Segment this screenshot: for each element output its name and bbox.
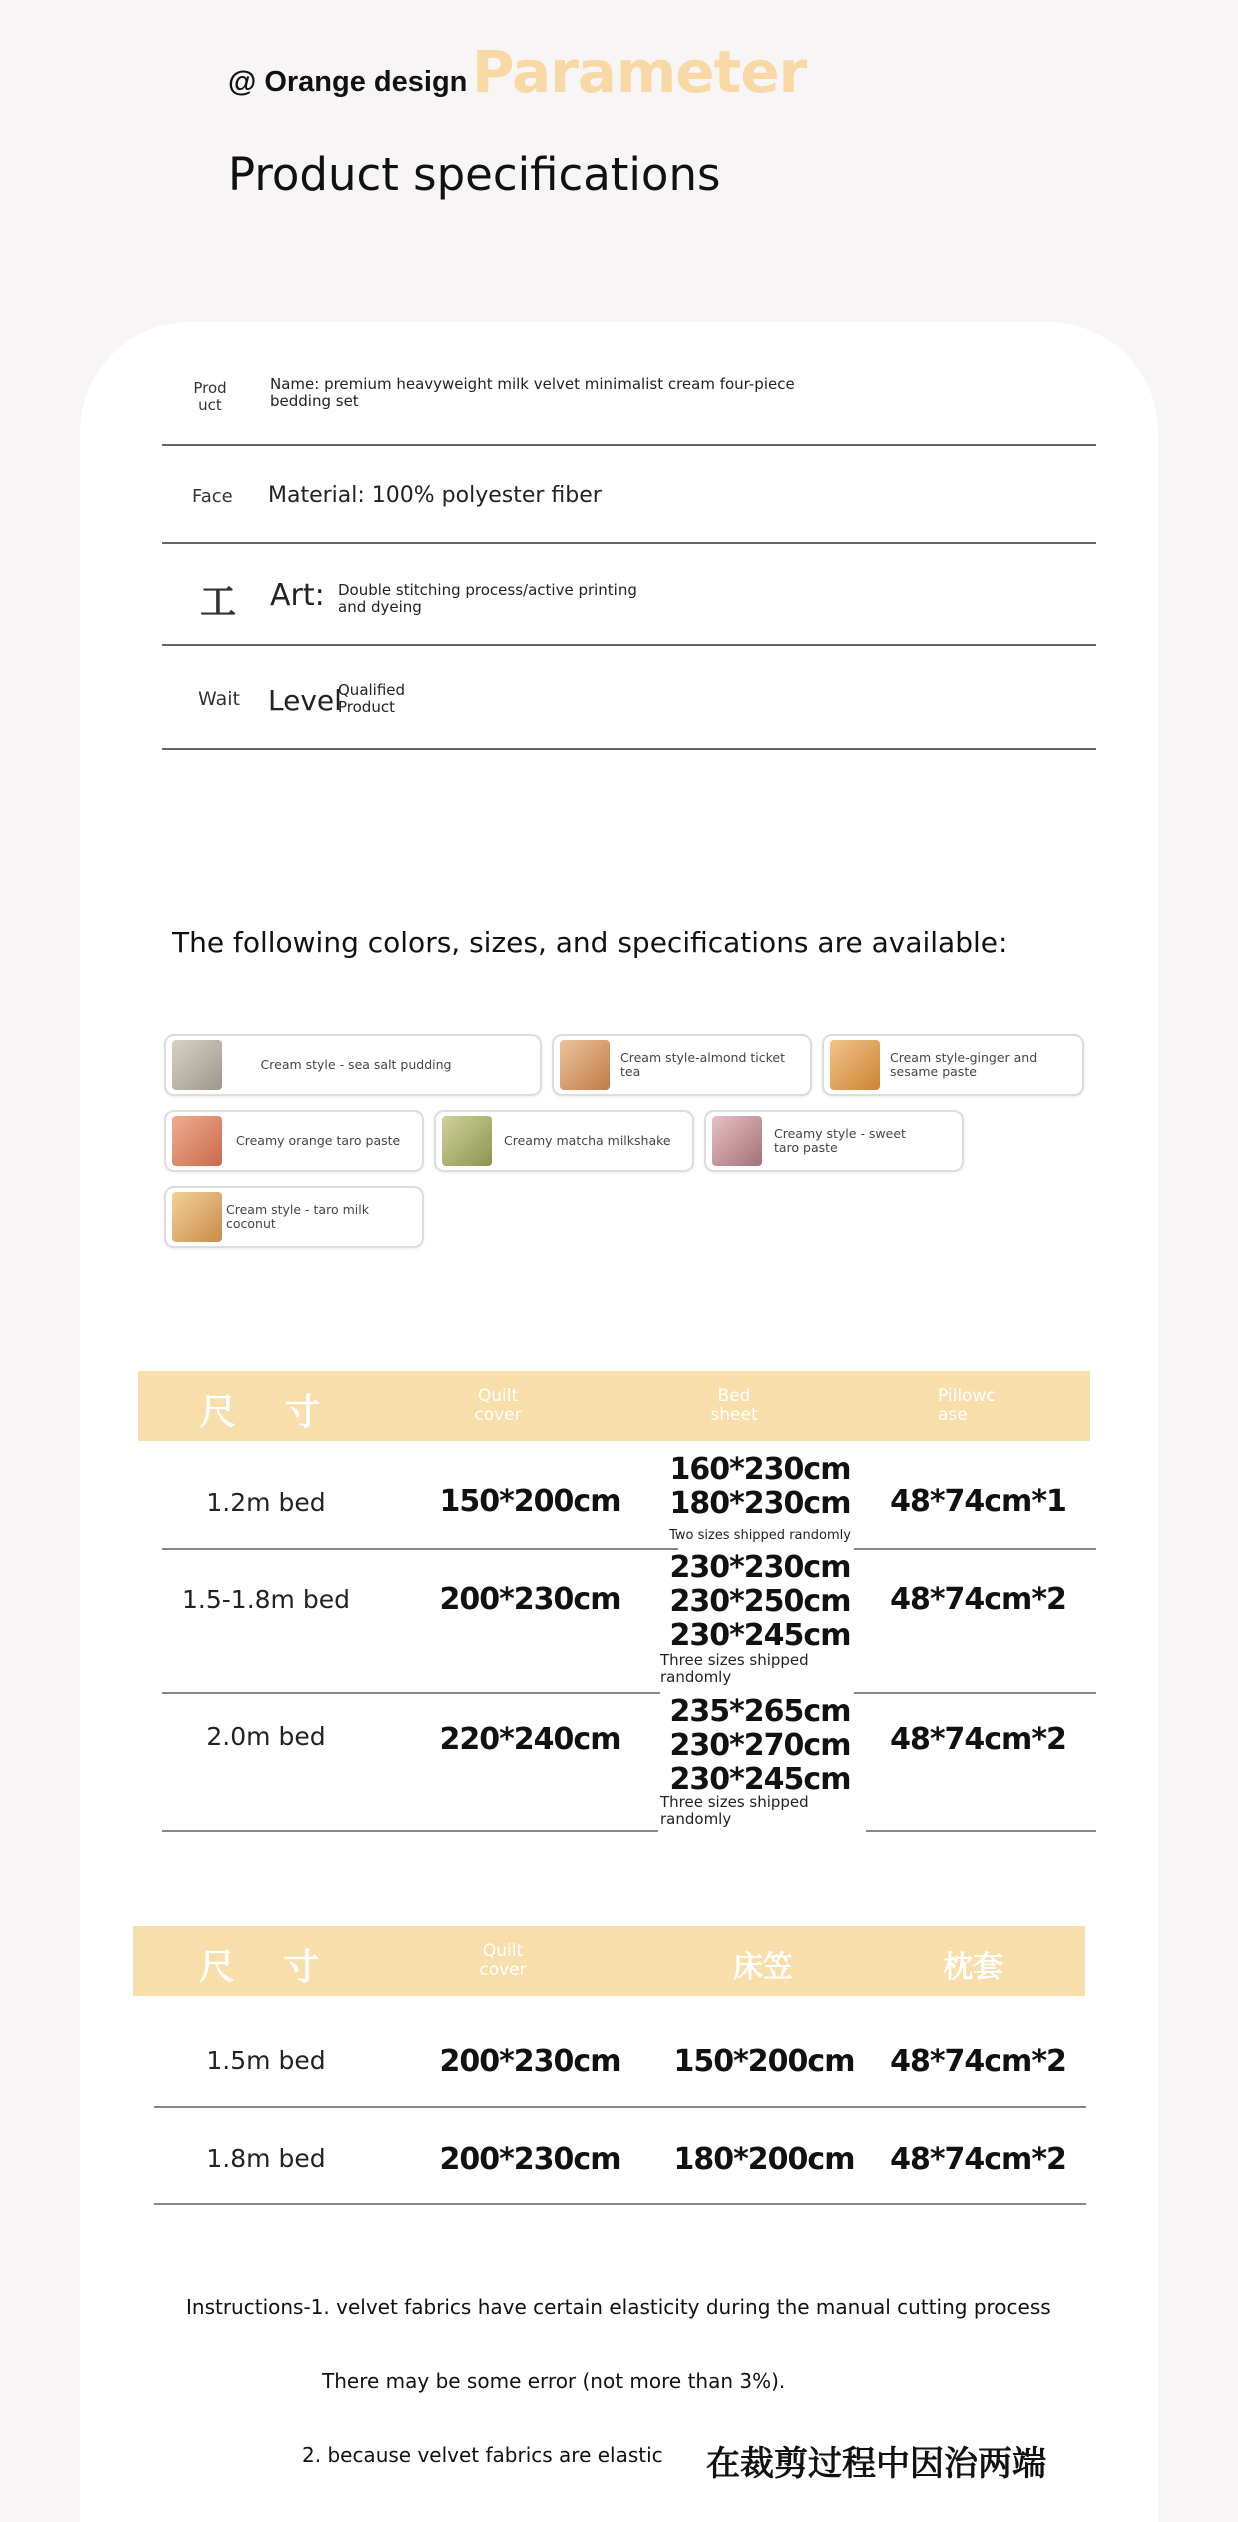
parameter-heading: Parameter — [472, 38, 807, 106]
color-option[interactable] — [704, 1110, 964, 1172]
header-size: 尺 寸 — [199, 1392, 339, 1433]
row-divider — [154, 2106, 1086, 2108]
quilt-cell: 200*230cm — [439, 2142, 621, 2177]
sheet-cell: 230*250cm — [669, 1584, 851, 1619]
header-pillowcase: 枕套 — [943, 1950, 1003, 1985]
sheet-cell: 150*200cm — [673, 2044, 855, 2079]
spec-row-name — [162, 352, 1096, 446]
row-divider — [162, 1692, 660, 1694]
color-option[interactable] — [164, 1110, 424, 1172]
row-divider — [154, 2203, 1086, 2205]
color-option-label: Creamy matcha milkshake — [504, 1133, 671, 1148]
size-table-header — [138, 1371, 1090, 1441]
instructions-cjk: 在裁剪过程中因治两端 — [706, 2444, 1046, 2484]
size-cell: 1.5m bed — [206, 2046, 326, 2075]
spec-key: Wait — [198, 688, 240, 710]
spec-row-material — [162, 446, 1096, 544]
spec-label: Art: — [270, 578, 325, 613]
row-divider — [162, 1548, 678, 1550]
instructions-line-3: 2. because velvet fabrics are elastic — [302, 2443, 663, 2467]
swatch-image — [830, 1040, 880, 1090]
color-option-label: Cream style - sea salt pudding — [260, 1057, 452, 1072]
quilt-cell: 220*240cm — [439, 1722, 621, 1757]
sheet-cell: 230*245cm — [669, 1762, 851, 1797]
row-divider — [854, 1692, 1096, 1694]
spec-row-art — [162, 544, 1096, 646]
header-size: 尺 寸 — [198, 1947, 338, 1988]
color-option-label: Cream style-ginger and sesame paste — [890, 1050, 1038, 1079]
spec-value: Qualified Product — [338, 681, 406, 716]
spec-key: Prod uct — [193, 379, 227, 414]
color-option-label: Creamy orange taro paste — [236, 1133, 401, 1148]
header-quilt: Quilt cover — [479, 1941, 527, 1980]
instructions-line-2: There may be some error (not more than 3%). — [322, 2369, 786, 2393]
color-option-label: Cream style - taro milk coconut — [226, 1202, 369, 1231]
header-sheet: Bed sheet — [710, 1386, 758, 1425]
pillowcase-cell: 48*74cm*2 — [890, 2044, 1066, 2079]
spec-value: Double stitching process/active printing and dyeing — [338, 581, 637, 616]
size-cell: 2.0m bed — [206, 1722, 326, 1751]
header-quilt: Quilt cover — [474, 1386, 522, 1425]
size-cell: 1.8m bed — [206, 2144, 326, 2173]
row-divider — [854, 1548, 1096, 1550]
color-option[interactable] — [822, 1034, 1084, 1096]
color-option[interactable] — [164, 1186, 424, 1248]
spec-label: Level — [268, 684, 342, 717]
availability-text: The following colors, sizes, and specifications are available: — [172, 926, 1008, 959]
quilt-cell: 150*200cm — [439, 1484, 621, 1519]
swatch-image — [172, 1192, 222, 1242]
sheet-cell: 230*245cm — [669, 1618, 851, 1653]
color-option[interactable] — [434, 1110, 694, 1172]
pillowcase-cell: 48*74cm*2 — [890, 2142, 1066, 2177]
sheet-cell: 235*265cm — [669, 1694, 851, 1729]
row-divider — [162, 1830, 658, 1832]
color-option-label: Creamy style - sweet taro paste — [774, 1126, 906, 1155]
brand-label: @ Orange design — [228, 66, 468, 98]
quilt-cell: 200*230cm — [439, 2044, 621, 2079]
color-option[interactable] — [552, 1034, 812, 1096]
spec-value: Material: 100% polyester fiber — [268, 483, 602, 508]
pillowcase-cell: 48*74cm*2 — [890, 1582, 1066, 1617]
spec-key: 工 — [199, 582, 236, 623]
header-fitted-sheet: 床笠 — [733, 1950, 793, 1985]
sheet-cell: 180*230cm — [669, 1486, 851, 1521]
spec-row-level — [162, 646, 1096, 750]
swatch-image — [442, 1116, 492, 1166]
page-title: Product specifications — [228, 148, 721, 201]
swatch-image — [172, 1116, 222, 1166]
sheet-note: Three sizes shipped randomly — [660, 1793, 809, 1828]
spec-value: Name: premium heavyweight milk velvet minimalist cream four-piece bedding set — [270, 375, 795, 410]
size-cell: 1.2m bed — [206, 1488, 326, 1517]
size-table-header — [133, 1926, 1085, 1996]
instructions-line-1: Instructions-1. velvet fabrics have certain elasticity during the manual cutting process — [186, 2295, 1051, 2319]
sheet-cell: 230*270cm — [669, 1728, 851, 1763]
quilt-cell: 200*230cm — [439, 1582, 621, 1617]
size-cell: 1.5-1.8m bed — [182, 1585, 350, 1614]
row-divider — [866, 1830, 1096, 1832]
sheet-cell: 180*200cm — [673, 2142, 855, 2177]
sheet-cell: 160*230cm — [669, 1452, 851, 1487]
swatch-image — [712, 1116, 762, 1166]
pillowcase-cell: 48*74cm*1 — [890, 1484, 1066, 1519]
color-option-label: Cream style-almond ticket tea — [620, 1050, 785, 1079]
header-pillowcase: Pillowc ase — [938, 1386, 996, 1425]
pillowcase-cell: 48*74cm*2 — [890, 1722, 1066, 1757]
sheet-note: Three sizes shipped randomly — [660, 1651, 809, 1686]
swatch-image — [560, 1040, 610, 1090]
swatch-image — [172, 1040, 222, 1090]
color-option[interactable] — [164, 1034, 542, 1096]
sheet-cell: 230*230cm — [669, 1550, 851, 1585]
sheet-note: Two sizes shipped randomly — [669, 1528, 851, 1543]
spec-key: Face — [192, 486, 233, 507]
